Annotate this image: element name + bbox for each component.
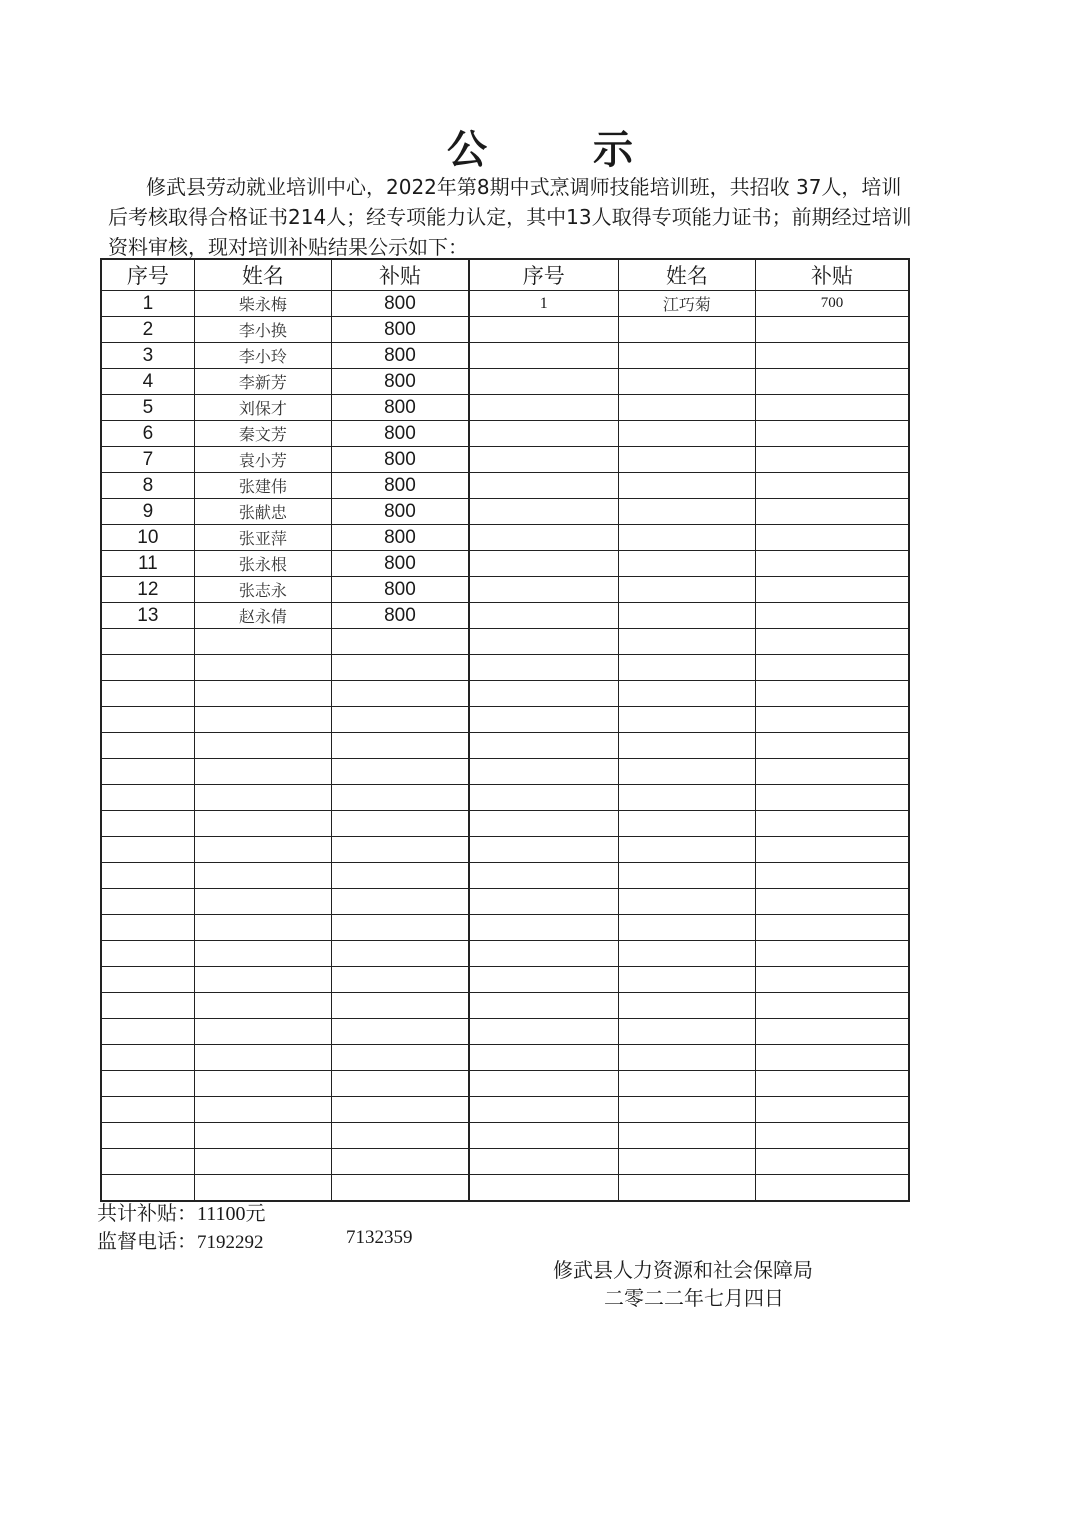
- cell-name-right: [618, 759, 755, 785]
- cell-no-right: [469, 655, 618, 681]
- cell-name-left: 张志永: [194, 577, 331, 603]
- table-row: [101, 525, 909, 551]
- cell-name-left: 赵永倩: [194, 603, 331, 629]
- cell-no-left: [101, 1019, 194, 1045]
- cell-no-right: [469, 993, 618, 1019]
- cell-no-left: 7: [101, 447, 194, 473]
- cell-name-left: 张亚萍: [194, 525, 331, 551]
- cell-no-right: [469, 941, 618, 967]
- table-row: [101, 759, 909, 785]
- cell-name-left: [194, 811, 331, 837]
- cell-name-left: [194, 785, 331, 811]
- cell-name-right: [618, 681, 755, 707]
- table-row: [101, 551, 909, 577]
- cell-amount-left: 800: [332, 447, 469, 473]
- cell-amount-left: [332, 1149, 469, 1175]
- cell-amount-left: 800: [332, 525, 469, 551]
- cell-name-right: [618, 655, 755, 681]
- cell-name-right: [618, 1097, 755, 1123]
- cell-amount-left: [332, 889, 469, 915]
- cell-name-left: [194, 707, 331, 733]
- table-row: [101, 343, 909, 369]
- cell-no-right: [469, 395, 618, 421]
- header-amount-left: 补贴: [332, 259, 469, 291]
- header-name-right: 姓名: [618, 259, 755, 291]
- cell-name-right: [618, 889, 755, 915]
- cell-name-left: [194, 915, 331, 941]
- cell-no-right: [469, 525, 618, 551]
- cell-name-right: [618, 967, 755, 993]
- cell-no-right: [469, 473, 618, 499]
- cell-name-left: [194, 889, 331, 915]
- page-title: 公 示: [447, 127, 679, 173]
- cell-name-right: [618, 1175, 755, 1202]
- cell-amount-right: [756, 759, 909, 785]
- cell-amount-right: [756, 343, 909, 369]
- cell-no-left: [101, 863, 194, 889]
- cell-name-left: [194, 1045, 331, 1071]
- cell-amount-left: [332, 1045, 469, 1071]
- issue-date: 二零二二年七月四日: [604, 1286, 784, 1310]
- cell-amount-right: [756, 993, 909, 1019]
- cell-no-left: 4: [101, 369, 194, 395]
- cell-amount-right: [756, 1123, 909, 1149]
- cell-name-right: [618, 1045, 755, 1071]
- cell-amount-right: [756, 317, 909, 343]
- total-label: 共计补贴：: [97, 1201, 197, 1225]
- cell-amount-left: 800: [332, 395, 469, 421]
- table-row: [101, 447, 909, 473]
- cell-name-right: [618, 1019, 755, 1045]
- cell-no-left: 6: [101, 421, 194, 447]
- cell-amount-left: 800: [332, 343, 469, 369]
- cell-amount-left: 800: [332, 499, 469, 525]
- cell-name-right: [618, 811, 755, 837]
- cell-amount-right: [756, 889, 909, 915]
- cell-name-right: [618, 941, 755, 967]
- cell-amount-right: [756, 733, 909, 759]
- cell-amount-right: [756, 811, 909, 837]
- cell-amount-right: [756, 915, 909, 941]
- cell-no-left: [101, 915, 194, 941]
- cell-no-right: [469, 785, 618, 811]
- cell-name-right: [618, 603, 755, 629]
- cell-name-left: 柴永梅: [194, 291, 331, 317]
- cell-amount-left: [332, 681, 469, 707]
- cell-name-left: 李新芳: [194, 369, 331, 395]
- cell-name-right: [618, 1123, 755, 1149]
- cell-name-left: [194, 863, 331, 889]
- table-row: [101, 499, 909, 525]
- cell-no-right: [469, 863, 618, 889]
- table-row: [101, 681, 909, 707]
- table-row: [101, 291, 909, 317]
- cell-no-left: [101, 941, 194, 967]
- cell-amount-right: 700: [756, 291, 909, 317]
- cell-no-left: [101, 1149, 194, 1175]
- intro-paragraph: 修武县劳动就业培训中心，2022年第8期中式烹调师技能培训班，共招收 37人，培训后考核取得合格证书214人；经专项能力认定，其中13人取得专项能力证书；前期经过培训资料审核，现对培训补贴结果公示如下：: [108, 175, 912, 259]
- cell-name-right: [618, 993, 755, 1019]
- header-no-right: 序号: [469, 259, 618, 291]
- header-amount-right: 补贴: [756, 259, 909, 291]
- cell-amount-right: [756, 447, 909, 473]
- cell-amount-left: 800: [332, 473, 469, 499]
- table-row: [101, 785, 909, 811]
- cell-amount-right: [756, 785, 909, 811]
- cell-amount-right: [756, 421, 909, 447]
- cell-name-right: [618, 369, 755, 395]
- cell-amount-right: [756, 967, 909, 993]
- cell-no-left: [101, 811, 194, 837]
- cell-amount-left: [332, 1175, 469, 1202]
- cell-amount-right: [756, 473, 909, 499]
- cell-no-right: 1: [469, 291, 618, 317]
- cell-name-right: [618, 317, 755, 343]
- table-row: [101, 1149, 909, 1175]
- cell-no-left: [101, 889, 194, 915]
- table-row: [101, 317, 909, 343]
- cell-name-left: [194, 941, 331, 967]
- cell-name-right: [618, 499, 755, 525]
- cell-no-right: [469, 811, 618, 837]
- cell-no-left: 1: [101, 291, 194, 317]
- table-row: [101, 421, 909, 447]
- cell-amount-left: [332, 941, 469, 967]
- subsidy-table: [100, 258, 910, 1202]
- table-row: [101, 369, 909, 395]
- cell-amount-right: [756, 1149, 909, 1175]
- cell-no-left: [101, 629, 194, 655]
- phone-label: 监督电话：: [97, 1229, 197, 1253]
- cell-no-left: [101, 785, 194, 811]
- header-no-left: 序号: [101, 259, 194, 291]
- cell-amount-right: [756, 655, 909, 681]
- cell-no-left: 12: [101, 577, 194, 603]
- cell-no-left: 8: [101, 473, 194, 499]
- total-value: 11100元: [197, 1203, 266, 1225]
- cell-amount-right: [756, 603, 909, 629]
- cell-amount-right: [756, 369, 909, 395]
- cell-no-right: [469, 967, 618, 993]
- table-row: [101, 915, 909, 941]
- cell-amount-right: [756, 707, 909, 733]
- table-row: [101, 473, 909, 499]
- cell-name-right: [618, 473, 755, 499]
- cell-amount-left: 800: [332, 421, 469, 447]
- cell-name-right: [618, 343, 755, 369]
- cell-no-right: [469, 733, 618, 759]
- cell-no-left: [101, 1045, 194, 1071]
- cell-amount-left: [332, 863, 469, 889]
- table-row: [101, 863, 909, 889]
- cell-amount-left: 800: [332, 291, 469, 317]
- cell-no-right: [469, 1045, 618, 1071]
- cell-amount-left: [332, 707, 469, 733]
- cell-amount-left: 800: [332, 577, 469, 603]
- cell-no-left: 5: [101, 395, 194, 421]
- cell-no-left: [101, 993, 194, 1019]
- table-row: [101, 837, 909, 863]
- cell-no-left: [101, 1097, 194, 1123]
- cell-name-left: [194, 1097, 331, 1123]
- cell-name-left: 李小玲: [194, 343, 331, 369]
- table-row: [101, 889, 909, 915]
- cell-no-right: [469, 1071, 618, 1097]
- cell-name-right: [618, 525, 755, 551]
- phone-number-1: 7192292: [197, 1232, 264, 1253]
- cell-no-right: [469, 369, 618, 395]
- cell-no-right: [469, 577, 618, 603]
- issuing-organization: 修武县人力资源和社会保障局: [553, 1258, 813, 1282]
- cell-no-right: [469, 837, 618, 863]
- cell-amount-right: [756, 1175, 909, 1202]
- cell-amount-left: 800: [332, 603, 469, 629]
- cell-amount-right: [756, 1045, 909, 1071]
- cell-name-left: [194, 1019, 331, 1045]
- cell-amount-left: [332, 759, 469, 785]
- cell-name-left: 张献忠: [194, 499, 331, 525]
- cell-no-left: [101, 707, 194, 733]
- cell-no-right: [469, 707, 618, 733]
- table-row: [101, 577, 909, 603]
- cell-name-left: [194, 733, 331, 759]
- cell-name-left: 李小换: [194, 317, 331, 343]
- cell-amount-left: 800: [332, 317, 469, 343]
- cell-amount-left: [332, 1097, 469, 1123]
- cell-amount-right: [756, 1097, 909, 1123]
- cell-amount-right: [756, 837, 909, 863]
- cell-name-left: [194, 629, 331, 655]
- cell-no-left: [101, 1123, 194, 1149]
- cell-amount-left: [332, 785, 469, 811]
- cell-amount-left: [332, 967, 469, 993]
- cell-name-right: [618, 863, 755, 889]
- cell-amount-right: [756, 629, 909, 655]
- table-row: [101, 941, 909, 967]
- table-row: [101, 811, 909, 837]
- cell-amount-right: [756, 577, 909, 603]
- cell-amount-left: 800: [332, 369, 469, 395]
- table-row: [101, 993, 909, 1019]
- table-row: [101, 1019, 909, 1045]
- supervision-phone: [97, 1225, 413, 1254]
- cell-amount-left: [332, 1071, 469, 1097]
- cell-name-right: [618, 421, 755, 447]
- cell-no-right: [469, 759, 618, 785]
- cell-no-right: [469, 447, 618, 473]
- cell-no-left: 11: [101, 551, 194, 577]
- cell-amount-left: [332, 629, 469, 655]
- table-row: [101, 1123, 909, 1149]
- header-name-left: 姓名: [194, 259, 331, 291]
- table-row: [101, 1071, 909, 1097]
- cell-name-left: [194, 759, 331, 785]
- cell-amount-left: [332, 1019, 469, 1045]
- cell-name-left: [194, 1071, 331, 1097]
- table-row: [101, 967, 909, 993]
- cell-amount-left: [332, 915, 469, 941]
- cell-no-left: [101, 1071, 194, 1097]
- cell-name-left: 张建伟: [194, 473, 331, 499]
- table-row: [101, 733, 909, 759]
- cell-no-right: [469, 889, 618, 915]
- cell-name-left: 袁小芳: [194, 447, 331, 473]
- cell-no-right: [469, 1097, 618, 1123]
- cell-amount-right: [756, 1071, 909, 1097]
- cell-amount-right: [756, 681, 909, 707]
- cell-amount-left: [332, 837, 469, 863]
- table-row: [101, 707, 909, 733]
- cell-amount-left: [332, 993, 469, 1019]
- cell-no-left: [101, 837, 194, 863]
- table-row: [101, 629, 909, 655]
- cell-no-left: 3: [101, 343, 194, 369]
- cell-no-right: [469, 1175, 618, 1202]
- cell-name-left: 秦文芳: [194, 421, 331, 447]
- table-header-row: [101, 259, 909, 291]
- cell-amount-left: [332, 733, 469, 759]
- cell-no-left: 2: [101, 317, 194, 343]
- cell-no-left: [101, 967, 194, 993]
- cell-name-right: [618, 629, 755, 655]
- table-row: [101, 603, 909, 629]
- cell-amount-right: [756, 395, 909, 421]
- table-row: [101, 1097, 909, 1123]
- cell-name-left: 张永根: [194, 551, 331, 577]
- total-subsidy: [97, 1197, 266, 1226]
- cell-amount-right: [756, 551, 909, 577]
- cell-no-right: [469, 1149, 618, 1175]
- cell-no-right: [469, 343, 618, 369]
- table-row: [101, 395, 909, 421]
- cell-name-right: [618, 785, 755, 811]
- cell-name-right: [618, 551, 755, 577]
- cell-name-right: [618, 395, 755, 421]
- cell-name-right: [618, 707, 755, 733]
- cell-amount-left: [332, 655, 469, 681]
- table-row: [101, 655, 909, 681]
- table-row: [101, 1045, 909, 1071]
- cell-no-right: [469, 1019, 618, 1045]
- cell-amount-right: [756, 1019, 909, 1045]
- phone-number-2: 7132359: [346, 1227, 413, 1248]
- cell-name-left: [194, 655, 331, 681]
- cell-name-right: [618, 915, 755, 941]
- cell-name-left: [194, 681, 331, 707]
- cell-no-right: [469, 1123, 618, 1149]
- cell-no-left: [101, 681, 194, 707]
- cell-no-left: 9: [101, 499, 194, 525]
- cell-no-left: [101, 759, 194, 785]
- cell-name-left: [194, 967, 331, 993]
- cell-amount-right: [756, 863, 909, 889]
- cell-no-left: [101, 655, 194, 681]
- cell-amount-right: [756, 941, 909, 967]
- cell-name-left: [194, 1123, 331, 1149]
- cell-amount-left: [332, 811, 469, 837]
- cell-amount-right: [756, 499, 909, 525]
- cell-name-right: [618, 1071, 755, 1097]
- cell-name-right: [618, 1149, 755, 1175]
- cell-no-left: 13: [101, 603, 194, 629]
- cell-no-right: [469, 603, 618, 629]
- cell-amount-left: [332, 1123, 469, 1149]
- cell-no-right: [469, 499, 618, 525]
- cell-amount-left: 800: [332, 551, 469, 577]
- cell-no-left: [101, 733, 194, 759]
- cell-no-right: [469, 915, 618, 941]
- cell-amount-right: [756, 525, 909, 551]
- cell-no-left: 10: [101, 525, 194, 551]
- cell-name-right: [618, 577, 755, 603]
- cell-name-left: [194, 993, 331, 1019]
- cell-name-left: [194, 1149, 331, 1175]
- cell-name-right: [618, 837, 755, 863]
- cell-no-right: [469, 317, 618, 343]
- cell-no-right: [469, 551, 618, 577]
- cell-no-right: [469, 421, 618, 447]
- cell-name-right: [618, 447, 755, 473]
- cell-no-right: [469, 629, 618, 655]
- cell-name-left: 刘保才: [194, 395, 331, 421]
- cell-name-right: [618, 733, 755, 759]
- cell-name-right: 江巧菊: [618, 291, 755, 317]
- cell-name-left: [194, 837, 331, 863]
- cell-no-right: [469, 681, 618, 707]
